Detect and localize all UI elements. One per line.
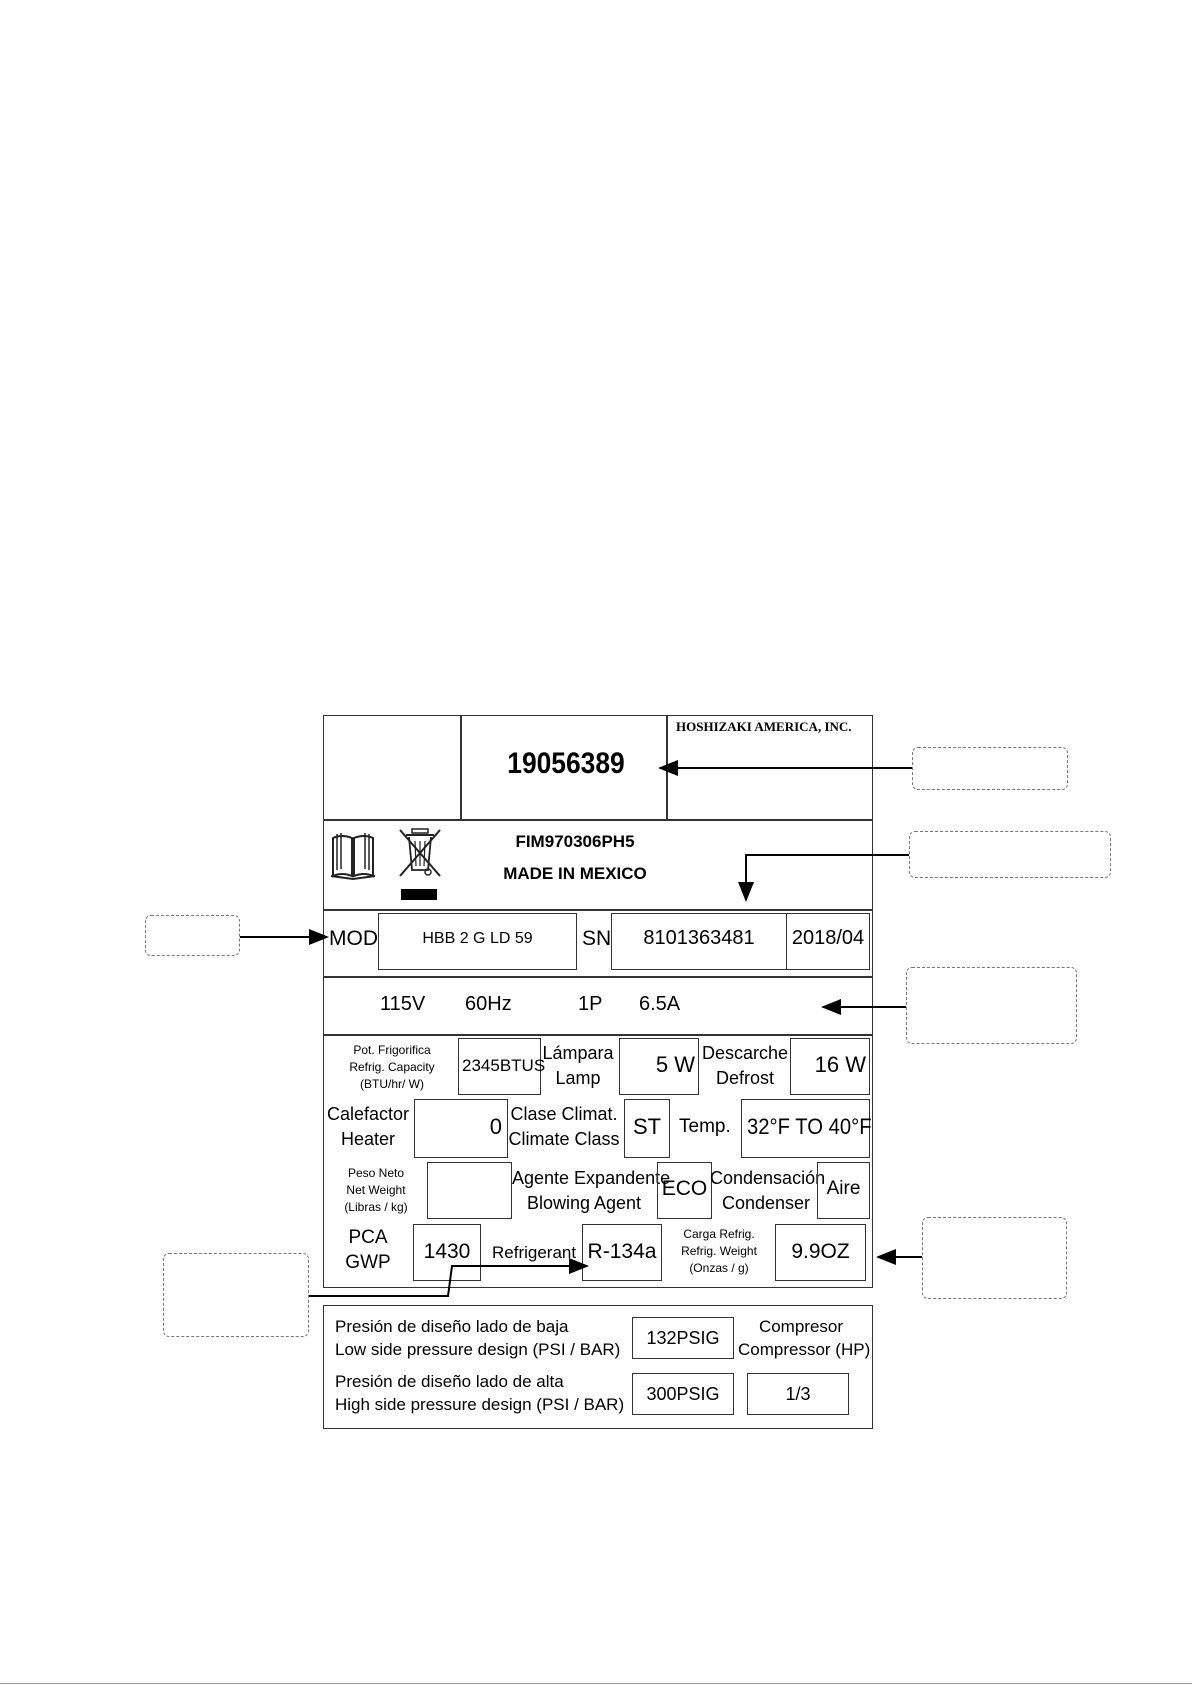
- product-code: FIM970306PH5: [515, 832, 635, 851]
- climate-label: Clase Climat. Climate Class: [508, 1104, 620, 1149]
- condenser-label: Condensación Condenser: [710, 1168, 826, 1213]
- low-pressure-value: 132PSIG: [646, 1328, 720, 1348]
- lamp-label: Lámpara Lamp: [542, 1043, 614, 1088]
- arrow-serial: [746, 855, 909, 900]
- phase: 1P: [578, 993, 603, 1015]
- gwp-value: 1430: [423, 1240, 471, 1263]
- defrost-label: Descarche Defrost: [701, 1043, 789, 1088]
- low-pressure-label: Presión de diseño lado de baja Low side pressure design (PSI / BAR): [335, 1317, 621, 1359]
- temp-value: 32°F TO 40°F: [747, 1114, 872, 1139]
- high-pressure-label: Presión de diseño lado de alta High side pressure design (PSI / BAR): [335, 1372, 625, 1414]
- defrost-value: 16 W: [814, 1052, 866, 1077]
- frequency: 60Hz: [465, 993, 512, 1015]
- date-value: 2018/04: [791, 927, 865, 949]
- mod-label: MOD: [329, 927, 378, 950]
- gwp-label: PCA GWP: [345, 1227, 391, 1273]
- temp-label: Temp.: [679, 1116, 731, 1137]
- company-name: HOSHIZAKI AMERICA, INC.: [676, 719, 852, 734]
- refrig-capacity-value: 2345BTUS: [462, 1056, 546, 1075]
- heater-value: 0: [489, 1114, 502, 1139]
- refrig-weight-value: 9.9OZ: [791, 1240, 850, 1263]
- compressor-value: 1/3: [785, 1384, 811, 1404]
- compressor-label: Compresor Compressor (HP): [738, 1317, 871, 1359]
- net-weight-label: Peso Neto Net Weight (Libras / kg): [344, 1166, 408, 1214]
- made-in: MADE IN MEXICO: [503, 864, 647, 883]
- heater-label: Calefactor Heater: [326, 1104, 410, 1149]
- refrigerant-label: Refrigerant: [492, 1243, 577, 1262]
- refrig-weight-label: Carga Refrig. Refrig. Weight (Onzas / g): [681, 1227, 757, 1275]
- high-pressure-value: 300PSIG: [646, 1384, 720, 1404]
- sn-value: 8101363481: [643, 927, 755, 949]
- blowing-agent-label: Agente Expandente Blowing Agent: [512, 1168, 671, 1213]
- condenser-value: Aire: [826, 1178, 861, 1199]
- part-number: 19056389: [507, 747, 625, 780]
- page-bottom-rule: [0, 1683, 1192, 1684]
- refrig-capacity-label: Pot. Frigorifica Refrig. Capacity (BTU/hr/ W): [349, 1043, 435, 1091]
- voltage: 115V: [380, 993, 426, 1015]
- lamp-value: 5 W: [655, 1052, 695, 1077]
- refrigerant-value: R-134a: [587, 1240, 657, 1263]
- current: 6.5A: [639, 993, 681, 1015]
- blowing-agent-value: ECO: [661, 1177, 708, 1200]
- climate-value: ST: [632, 1114, 662, 1139]
- sn-label: SN: [582, 927, 612, 950]
- mod-value: HBB 2 G LD 59: [422, 930, 533, 947]
- arrow-refrigerant: [309, 1266, 587, 1296]
